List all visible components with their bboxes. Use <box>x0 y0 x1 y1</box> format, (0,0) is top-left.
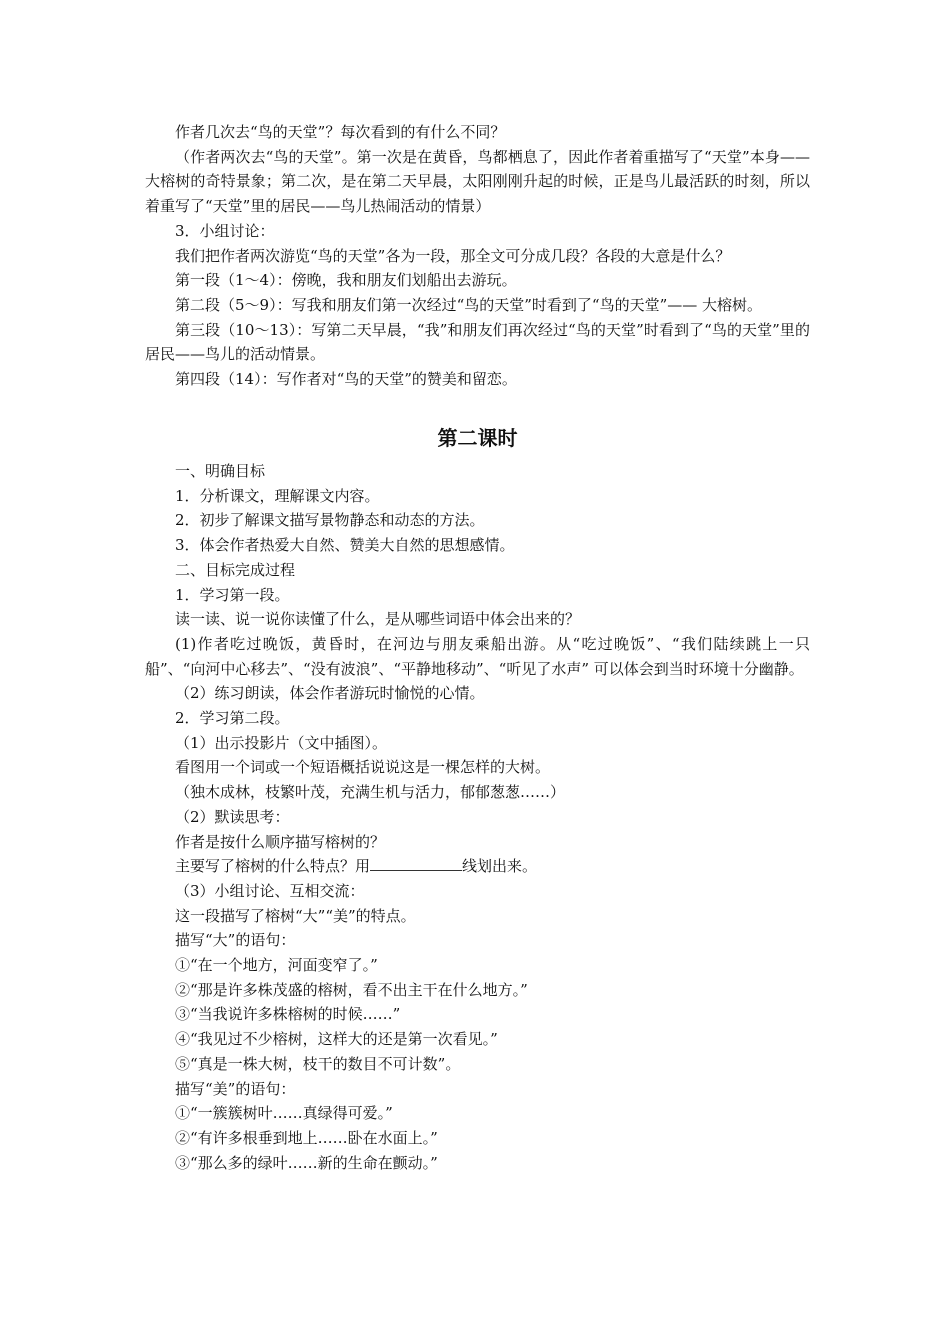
instruction-line: 看图用一个词或一个短语概括说说这是一棵怎样的大树。 <box>175 758 551 777</box>
quote-item: ③“当我说许多株榕树的时候……” <box>175 1005 401 1024</box>
question-line: 作者是按什么顺序描写榕树的？ <box>175 832 386 851</box>
lesson-two-section <box>145 459 810 1175</box>
lesson-one-section <box>145 120 810 392</box>
quote-item: ④“我见过不少榕树，这样大的还是第一次看见。” <box>175 1030 498 1049</box>
question-text-end: 线划出来。 <box>462 857 538 876</box>
paragraph-summary: 第四段（14）：写作者对“鸟的天堂”的赞美和留恋。 <box>175 370 517 389</box>
step-heading: 3．小组讨论： <box>175 221 275 240</box>
paragraph-summary: 第二段（5～9）：写我和朋友们第一次经过“鸟的天堂”时看到了“鸟的天堂”—— 大榕树。 <box>175 295 763 314</box>
quote-item: ③“那么多的绿叶……新的生命在颤动。” <box>175 1153 438 1172</box>
instruction-line: （1）出示投影片（文中插图）。 <box>175 733 388 752</box>
goal-item: 1．分析课文，理解课文内容。 <box>175 486 380 505</box>
quote-item: ②“有许多根垂到地上……卧在水面上。” <box>175 1128 438 1147</box>
paragraph-summary: 第三段（10～13）：写第二天早晨，“我”和朋友们再次经过“鸟的天堂”时看到了“鸟的天堂”里的居民——鸟儿的活动情景。 <box>145 320 810 364</box>
quote-item: ⑤“真是一株大树，枝干的数目不可计数”。 <box>175 1054 461 1073</box>
instruction-line: （2）练习朗读，体会作者游玩时愉悦的心情。 <box>175 684 485 703</box>
instruction-line: （3）小组讨论、互相交流： <box>175 881 365 900</box>
fill-in-blank-underline <box>370 856 462 871</box>
list-heading: 描写“大”的语句： <box>175 931 296 950</box>
goal-item: 3．体会作者热爱大自然、赞美大自然的思想感情。 <box>175 536 515 555</box>
answer-line: （独木成林，枝繁叶茂，充满生机与活力，郁郁葱葱……） <box>175 783 566 802</box>
step-heading: 2．学习第二段。 <box>175 709 290 728</box>
quote-item: ①“在一个地方，河面变窄了。” <box>175 956 378 975</box>
quote-item: ①“一簇簇树叶……真绿得可爱。” <box>175 1104 393 1123</box>
instruction-line: （2）默读思考： <box>175 807 290 826</box>
quote-item: ②“那是许多株茂盛的榕树，看不出主干在什么地方。” <box>175 980 528 999</box>
goal-item: 2．初步了解课文描写景物静态和动态的方法。 <box>175 511 485 530</box>
analysis-paragraph: (1)作者吃过晚饭，黄昏时，在河边与朋友乘船出游。从“吃过晚饭”、“我们陆续跳上一只船”、“向河中心移去”、“没有波浪”、“平静地移动”、“听见了水声” 可以体会到当时环境十分幽静。 <box>145 634 810 678</box>
question-line <box>145 854 810 879</box>
question-text-start: 主要写了榕树的什么特点？用 <box>175 857 371 876</box>
question-paragraph: 作者几次去“鸟的天堂”？每次看到的有什么不同？ <box>175 123 506 141</box>
section-title: 第二课时 <box>437 426 518 450</box>
answer-paragraph: （作者两次去“鸟的天堂”。第一次是在黄昏，鸟都栖息了，因此作者着重描写了“天堂”本身——大榕树的奇特景象；第二次，是在第二天早晨，太阳刚刚升起的时候，正是鸟儿最活跃的时刻，所以着重写了“天堂”里的居民——鸟儿热闹活动的情景） <box>145 147 810 216</box>
statement-line: 这一段描写了榕树“大”“美”的特点。 <box>175 906 416 925</box>
list-heading: 描写“美”的语句： <box>175 1079 296 1098</box>
discussion-question: 我们把作者两次游览“鸟的天堂”各为一段，那全文可分成几段？各段的大意是什么？ <box>175 246 731 265</box>
instruction-line: 读一读、说一说你读懂了什么，是从哪些词语中体会出来的？ <box>175 610 581 629</box>
paragraph-summary: 第一段（1～4）：傍晚，我和朋友们划船出去游玩。 <box>175 271 517 290</box>
step-heading: 1．学习第一段。 <box>175 585 290 604</box>
section-heading: 二、目标完成过程 <box>175 560 296 579</box>
section-heading: 一、明确目标 <box>175 462 266 480</box>
